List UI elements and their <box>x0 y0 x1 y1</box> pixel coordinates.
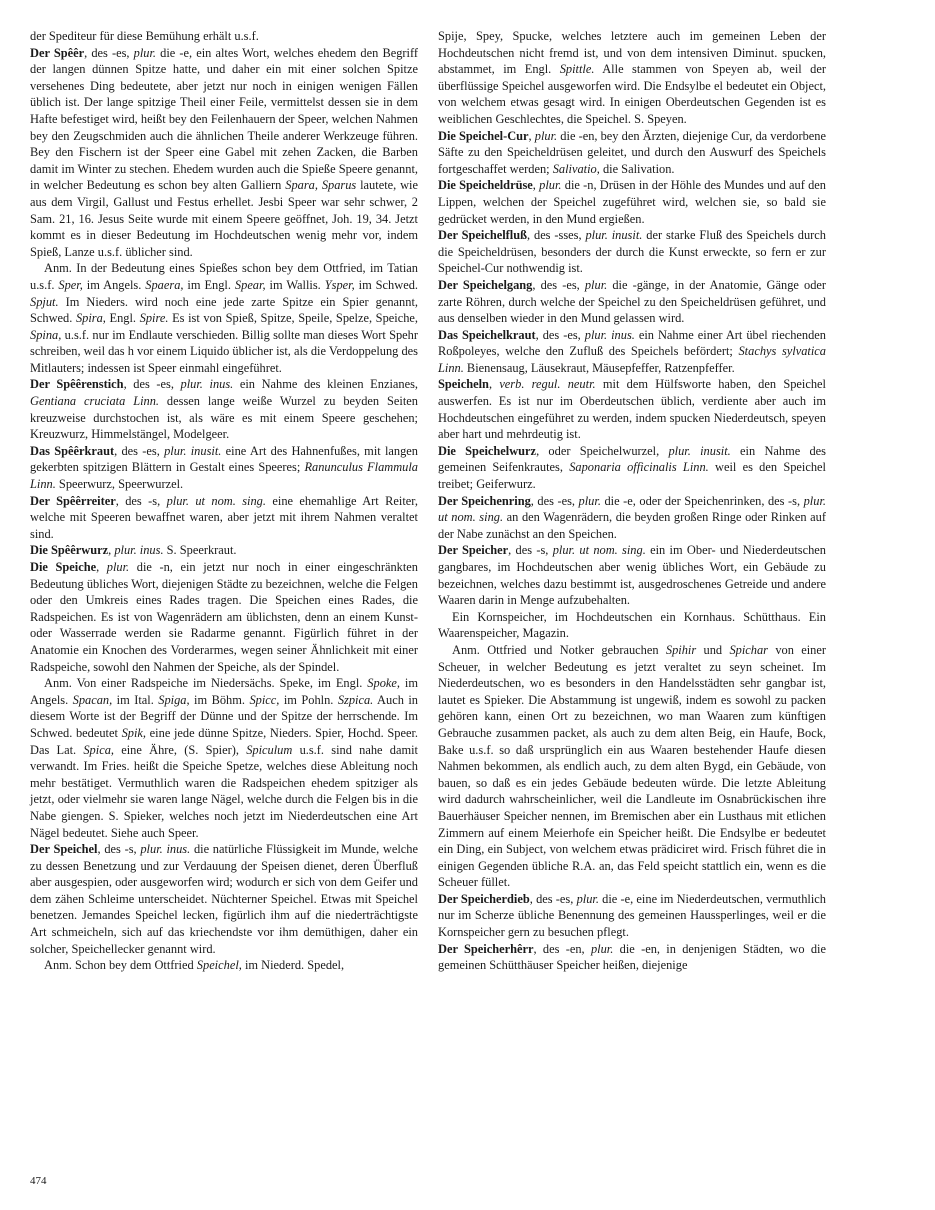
entry-text: , des -en, <box>533 941 591 956</box>
italic-term: Ranunculus Flammula Linn. <box>30 460 418 492</box>
entry-text: , <box>528 128 535 143</box>
italic-term: Spicc, <box>249 692 280 707</box>
right-column <box>438 28 826 974</box>
entry-text: , des -s, <box>508 543 553 558</box>
italic-term: plur. inus. <box>140 842 191 857</box>
entry-text: mit dem Hülfsworte haben, den Speichel auswerfen. Es ist nur im Oberdeutschen üblich, verdiente aber auch im Hochdeutschen eingeführet zu werden, indem spucken Niederdeutsch, speyen aber hart und mehrdeutig ist. <box>438 377 826 442</box>
dictionary-entry <box>438 941 826 974</box>
entry-text: , <box>96 560 107 574</box>
dictionary-entry <box>30 376 418 442</box>
entry-text: von einer Scheuer, in welcher Bedeutung es jetzt veraltet zu seyn scheinet. Im Niederdeutschen, wo es besonders in den Handelsstädten sehr gangbar ist, lautet es Spieker. Die Abstammung ist ungewiß, indem es sowohl zu packen gehören kann, einen Ort zu bezeichnen, wo man Waaren zum künftigen Gebrauche zusammen packet, als auch zu dem alten Beig, ein Haufe, Bock, Bake u.s.f. so daß ursprünglich ein aus Waaren bestehender Haufe diesen Nahmen bekommen, als endlich auch, zu dem alten Bygd, ein Gebäude, von bauen, so daß es ein jedes Gebäude bedeuten würde. Die letzte Ableitung wird dadurch wahrscheinlicher, weil die Landleute im Osnabrückischen ihre Bauerhäuser Speicher nennen, im Bremischen aber ein Lusthaus mit etlichen Zimmern auf einem Meierhofe ein Speicher heißt. Die Endsylbe er bedeutet ein Ding, ein Subject, von welchem etwas prädiciret wird. Frisch führet die in einigen Gegenden übliche R.A. an, das Feld speicht stattlich ein, wenn es die Scheuer füllet. <box>438 642 827 890</box>
entry-text: Im Nieders. wird noch eine jede zarte Spitze ein Spier genannt, Schwed. <box>30 294 418 326</box>
italic-term: plur. ut nom. sing. <box>552 543 646 558</box>
entry-text: , <box>108 543 115 558</box>
italic-term: plur. <box>578 493 601 508</box>
entry-text: Spije, Spey, Spucke, welches letztere auch im gemeinen Leben der Hochdeutschen nicht fremd ist, und von dem intensiven Diminut. spucken, abstammet, im Engl. <box>438 29 826 77</box>
entry-text: im Engl. <box>183 277 235 292</box>
annotation-paragraph <box>30 260 418 376</box>
italic-term: Szpica. <box>337 692 374 707</box>
dictionary-entry <box>30 559 418 675</box>
entry-text: , oder Speichelwurzel, <box>536 443 669 458</box>
entry-text: der Spediteur für diese Bemühung erhält u.s.f. <box>30 29 259 43</box>
italic-term: Ysper, <box>324 277 355 292</box>
entry-text: Anm. In der Bedeutung eines Spießes schon bey dem Ottfried, im Tatian u.s.f. <box>30 261 418 292</box>
entry-headword: Die Speichelwurz <box>438 443 537 458</box>
entry-text: und <box>696 642 730 657</box>
dictionary-entry <box>438 227 826 277</box>
entry-text: Engl. <box>105 311 140 326</box>
italic-term: Spire. <box>139 311 169 326</box>
italic-term: plur. <box>590 941 614 956</box>
entry-text: Ein Kornspeicher, im Hochdeutschen ein Kornhaus. Schütthaus. Ein Waarenspeicher, Magazin. <box>438 609 826 641</box>
entry-text: eine ehemahlige Art Reiter, welche mit Speeren bewaffnet waren, aber jetzt mit ihrem Nahmen veraltet sind. <box>30 493 419 541</box>
italic-term: Spoke, <box>367 676 400 691</box>
italic-term: Speichel, <box>196 958 242 973</box>
italic-term: Spjut. <box>30 294 59 309</box>
entry-text: eine Art des Hahnenfußes, mit langen gekerbten spitzigen Blättern in Gestalt eines Speeres; <box>30 443 419 475</box>
continuation-paragraph <box>438 28 826 128</box>
entry-text: die -en, in denjenigen Städten, wo die gemeinen Schütthäuser Speicher heißen, diejenige <box>438 941 826 973</box>
dictionary-entry <box>438 542 826 608</box>
page-number: 474 <box>30 1175 47 1187</box>
entry-text: der starke Fluß des Speichels durch die Speicheldrüsen, besonders der durch die Kunst erweckte, so fern er zur Speichel-Cur nothwendig ist. <box>438 228 826 276</box>
italic-term: Gentiana cruciata Linn. <box>30 394 160 409</box>
italic-term: Stachys sylvatica Linn. <box>438 344 826 375</box>
entry-text: , des -sses, <box>527 228 586 243</box>
entry-headword: Der Spêêr <box>30 45 85 60</box>
left-column <box>30 28 418 974</box>
annotation-paragraph <box>30 675 418 841</box>
entry-text: u.s.f. sind nahe damit verwandt. Im Fries. heißt die Speiche Spetze, welches diese Ableitung noch mehr bestätiget. Vermuthlich waren die Radspeichen ehedem spitziger als jetzt, oder vielmehr sie waren lange Nägel, welche durch die Felgen bis in die Nabe giengen. S. Spieker, welches noch jetzt im Niederdeutschen eine Art Nägel bedeutet. Siehe auch Speer. <box>30 742 418 840</box>
dictionary-entry <box>438 327 826 377</box>
entry-text: an den Wagenrädern, die beyden großen Ringe oder Rinken auf der Nabe zunächst an den Speichen. <box>438 510 826 541</box>
entry-text: , des -es, <box>535 327 585 342</box>
entry-text: , des -s, <box>97 842 141 857</box>
dictionary-entry <box>438 277 826 327</box>
italic-term: plur. inusit. <box>164 443 222 458</box>
entry-text: Auch in diesem Worte ist der Begriff der Dünne und der Spitze der herrschende. Im Schwed. bedeutet <box>30 692 418 740</box>
italic-term: plur. inusit. <box>668 443 731 458</box>
annotation-paragraph <box>30 957 418 974</box>
entry-text: , des -es, <box>530 493 579 508</box>
entry-text: , des -es, <box>84 45 134 60</box>
italic-term: Saponaria officinalis Linn. <box>569 460 709 475</box>
entry-text: die natürliche Flüssigkeit im Munde, welche zu dessen Benetzung und zur Verdauung der Speisen dienet, deren Überfluß aber ausgespien, oder ausgeworfen wird; wodurch er sich von dem Geifer und dem zähen Schleime unterscheidet. Nüchterner Speichel. Etwas mit Speichel benetzen. Jemandes Speichel lecken, figürlich ihm auf die niederträchtigste Art schmeicheln, sich auf das kriechendste vor ihm demüthigen, daher ein solcher, Speichellecker genannt wird. <box>30 842 418 956</box>
dictionary-entry <box>30 841 418 957</box>
entry-headword: Die Speicheldrüse <box>438 178 533 193</box>
italic-term: plur. <box>106 560 130 574</box>
italic-term: plur. <box>576 891 599 906</box>
entry-text: lautete, wie aus dem Virgil, Gallust und Festus erhellet. Jesbi Speer war sehr schwer, 2 Sam. 21, 16. Jesus Seite wurde mit einem Speere geöffnet, Joh. 19, 34. Jetzt kommt es in dieser Bedeutung im Hochdeutschen wenig mehr vor, indem Spieß, Lanze u.s.f. üblicher sind. <box>30 178 418 259</box>
italic-term: plur. ut nom. sing. <box>438 493 826 525</box>
italic-term: plur. inus. <box>180 377 234 392</box>
italic-term: plur. <box>539 178 562 193</box>
italic-term: Salivatio, <box>552 161 600 176</box>
entry-headword: Der Speichel <box>30 842 98 857</box>
entry-headword: Der Speichelgang <box>438 277 533 292</box>
entry-text: im Wallis. <box>265 277 325 292</box>
entry-text: Alle stammen von Speyen ab, weil der überflüssige Speichel ausgeworfen wird. Die Endsylbe el bedeutet ein Object, von welchem etwas gesagt wird. In einigen Oberdeutschen Gegenden ist es weiblichen Geschlechtes, die Speichel. S. Speyen. <box>438 62 826 126</box>
italic-term: plur. <box>584 277 608 292</box>
entry-text: im Niederd. Spedel, <box>241 958 345 973</box>
entry-headword: Der Speichenring <box>438 493 531 508</box>
entry-headword: Der Speicherdieb <box>438 891 530 906</box>
italic-term: Spiculum <box>246 742 293 757</box>
entry-text: ein Nahme des kleinen Enzianes, <box>233 377 418 392</box>
entry-text: u.s.f. nur im Endlaute verschieden. Billig sollte man dieses Wort Spehr schreiben, weil das h vor einem Liquido üblicher ist, als die Verdoppelung des Mitlauters; indessen ist Speer einmahl eingeführet. <box>30 327 418 375</box>
entry-text: im Angels. <box>82 277 146 292</box>
entry-text: dessen lange weiße Wurzel zu beyden Seiten kreuzweise durchstochen ist, als wäre es mit einem Speere geschehen; Kreuzwurz, Himmelstängel, Modelgeer. <box>30 394 418 442</box>
dictionary-entry <box>438 443 826 493</box>
entry-text: , des -s, <box>115 493 167 508</box>
dictionary-entry <box>30 542 418 559</box>
entry-headword: Das Spêêrkraut <box>30 443 115 458</box>
italic-term: plur. ut nom. sing. <box>166 493 266 508</box>
entry-text: die -e, ein altes Wort, welches ehedem den Begriff der langen dünnen Spitze hatte, und daher ein mit einer solchen Spitze versehenes Ding bedeutete, aber jetzt nur noch in einigen wenigen Fällen üblich ist. Der lange spitzige Theil einer Feile, vermittelst dessen sie in dem Hafte befestiget wird, heißt bey den Feilenhauern der Speer, welchen Nahmen bey den Zeugschmiden auch die ähnlichen Theile anderer Werkzeuge führen. Bey den Fischern ist der Speer eine Gabel mit zehen Zacken, die Barben damit im Winter zu stechen. Ehedem wurden auch die Spieße Speere genannt, in welcher Bedeutung es schon bey alten Galliern <box>30 45 418 193</box>
entry-text: die -gänge, in der Anatomie, Gänge oder zarte Röhren, durch welche der Speichel zu den Speicheldrüsen geführet, und aus denselben wieder in den Mund gelassen wird. <box>438 277 827 326</box>
italic-term: Spittle. <box>559 62 595 77</box>
italic-term: plur. <box>133 45 157 60</box>
continuation-paragraph <box>30 28 418 45</box>
entry-text: im Böhm. <box>189 692 250 707</box>
entry-headword: Speicheln <box>438 377 489 392</box>
entry-text: ein im Ober- und Niederdeutschen gangbares, im Hochdeutschen aber wenig übliches Wort, ein Gebäude zu bezeichnen, welches dazu bestimmt ist, ausgedroschenes Getreide und andere Waaren darin in Menge aufzubehalten. <box>438 543 827 608</box>
italic-term: plur. inus. <box>584 327 635 342</box>
italic-term: Spaera, <box>145 277 184 292</box>
entry-text: die Salivation. <box>599 161 675 176</box>
italic-term: Spik, <box>121 725 147 740</box>
entry-text: ein Nahme des gemeinen Seifenkrautes, <box>438 443 827 475</box>
annotation-paragraph <box>438 609 826 642</box>
italic-term: Spira, <box>75 311 106 326</box>
dictionary-entry <box>30 493 418 543</box>
entry-headword: Die Spêêrwurz <box>30 543 109 558</box>
entry-text: die -n, Drüsen in der Höhle des Mundes und auf den Lippen, welchen der Speichel zugeführet wird, welchen sie, so bald sie gedrücket werden, in den Mund ergießen. <box>438 178 826 226</box>
italic-term: plur. inusit. <box>585 228 643 243</box>
italic-term: verb. regul. neutr. <box>499 377 596 392</box>
entry-text: die -e, eine im Niederdeutschen, vermuthlich nur im Scherze übliche Benennung des gemeinen Haussperlinges, weil er die Kornspeicher gern zu besuchen pflegt. <box>438 891 826 940</box>
entry-text: , <box>488 377 500 392</box>
entry-text: , des -es, <box>529 891 577 906</box>
italic-term: Spichar <box>729 642 768 657</box>
dictionary-entry <box>438 891 826 941</box>
entry-headword: Die Speichel-Cur <box>438 128 529 143</box>
entry-text: Anm. Schon bey dem Ottfried <box>44 958 197 973</box>
dictionary-entry <box>438 177 826 227</box>
entry-headword: Der Spêêrreiter <box>30 493 116 508</box>
entry-text: , des -es, <box>114 443 165 458</box>
italic-term: Spiga, <box>158 692 190 707</box>
entry-text: im Schwed. <box>354 277 418 292</box>
dictionary-entry <box>438 128 826 178</box>
entry-text: Bienensaug, Läusekraut, Mäusepfeffer, Ratzenpfeffer. <box>463 360 735 375</box>
entry-text: im Ital. <box>112 692 159 707</box>
dictionary-entry <box>438 376 826 442</box>
dictionary-entry <box>438 493 826 543</box>
entry-text: , <box>532 178 540 193</box>
italic-term: Spina, <box>30 327 62 342</box>
italic-term: plur. <box>534 128 558 143</box>
italic-term: Spear, <box>234 277 266 292</box>
entry-text: die -en, bey den Ärzten, diejenige Cur, da verdorbene Säfte zu den Speicheldrüsen geleitet, und durch den Auswurf des Speichels fortgeschaffet werden; <box>438 128 826 176</box>
entry-headword: Der Speicher <box>438 543 509 558</box>
italic-term: Spara, Sparus <box>285 178 357 193</box>
italic-term: Spacan, <box>72 692 113 707</box>
entry-text: Anm. Von einer Radspeiche im Niedersächs. Speke, im Engl. <box>44 676 368 691</box>
entry-text: die -e, oder der Speichenrinken, des -s, <box>600 493 804 508</box>
italic-term: Spihir <box>665 642 697 657</box>
entry-headword: Die Speiche <box>30 560 97 574</box>
entry-text: Speerwurz, Speerwurzel. <box>55 477 184 492</box>
entry-headword: Der Spêêrenstich <box>30 377 124 392</box>
entry-text: die -n, ein jetzt nur noch in einer eingeschränkten Bedeutung übliches Wort, diejenigen Städte zu bezeichnen, welche die Felgen oder den Umkreis eines Rades tragen. Die Speichen eines Rades, die Radspeichen. Es ist von Wagenrädern am üblichsten, denn an einem Kunst- oder Wasserrade werden sie Radarme genannt. Figürlich führet in der Anatomie ein Knochen des Vorderarmes, wegen seiner Ähnlichkeit mit einer Radspeiche, sowohl den Nahmen der Speiche, als der Spindel. <box>30 560 418 674</box>
entry-headword: Der Speichelfluß <box>438 228 528 243</box>
entry-text: im Pohln. <box>279 692 338 707</box>
entry-text: im Angels. <box>30 676 418 707</box>
entry-text: eine Ähre, (S. Spier), <box>114 742 247 757</box>
italic-term: plur. inus. <box>114 543 164 558</box>
annotation-paragraph <box>438 642 826 891</box>
dictionary-entry <box>30 443 418 493</box>
entry-text: , des -es, <box>532 277 585 292</box>
dictionary-entry <box>30 45 418 261</box>
italic-term: Sper, <box>58 277 83 292</box>
entry-text: Anm. Ottfried und Notker gebrauchen <box>452 642 666 657</box>
entry-headword: Der Speicherhêrr <box>438 941 534 956</box>
entry-text: ein Nahme einer Art übel riechenden Roßpoleyes, welche den Zufluß des Speichels befördert; <box>438 327 826 359</box>
entry-text: eine jede dünne Spitze, Nieders. Spier, Hochd. Speer. Das Lat. <box>30 725 418 757</box>
entry-headword: Das Speichelkraut <box>438 327 536 342</box>
entry-text: weil es den Speichel treibet; Geiferwurz. <box>438 460 826 492</box>
italic-term: Spica, <box>83 742 114 757</box>
entry-text: Es ist von Spieß, Spitze, Speile, Spelze, Speiche, <box>168 311 418 326</box>
entry-text: , des -es, <box>123 377 181 392</box>
entry-text: S. Speerkraut. <box>163 543 237 558</box>
